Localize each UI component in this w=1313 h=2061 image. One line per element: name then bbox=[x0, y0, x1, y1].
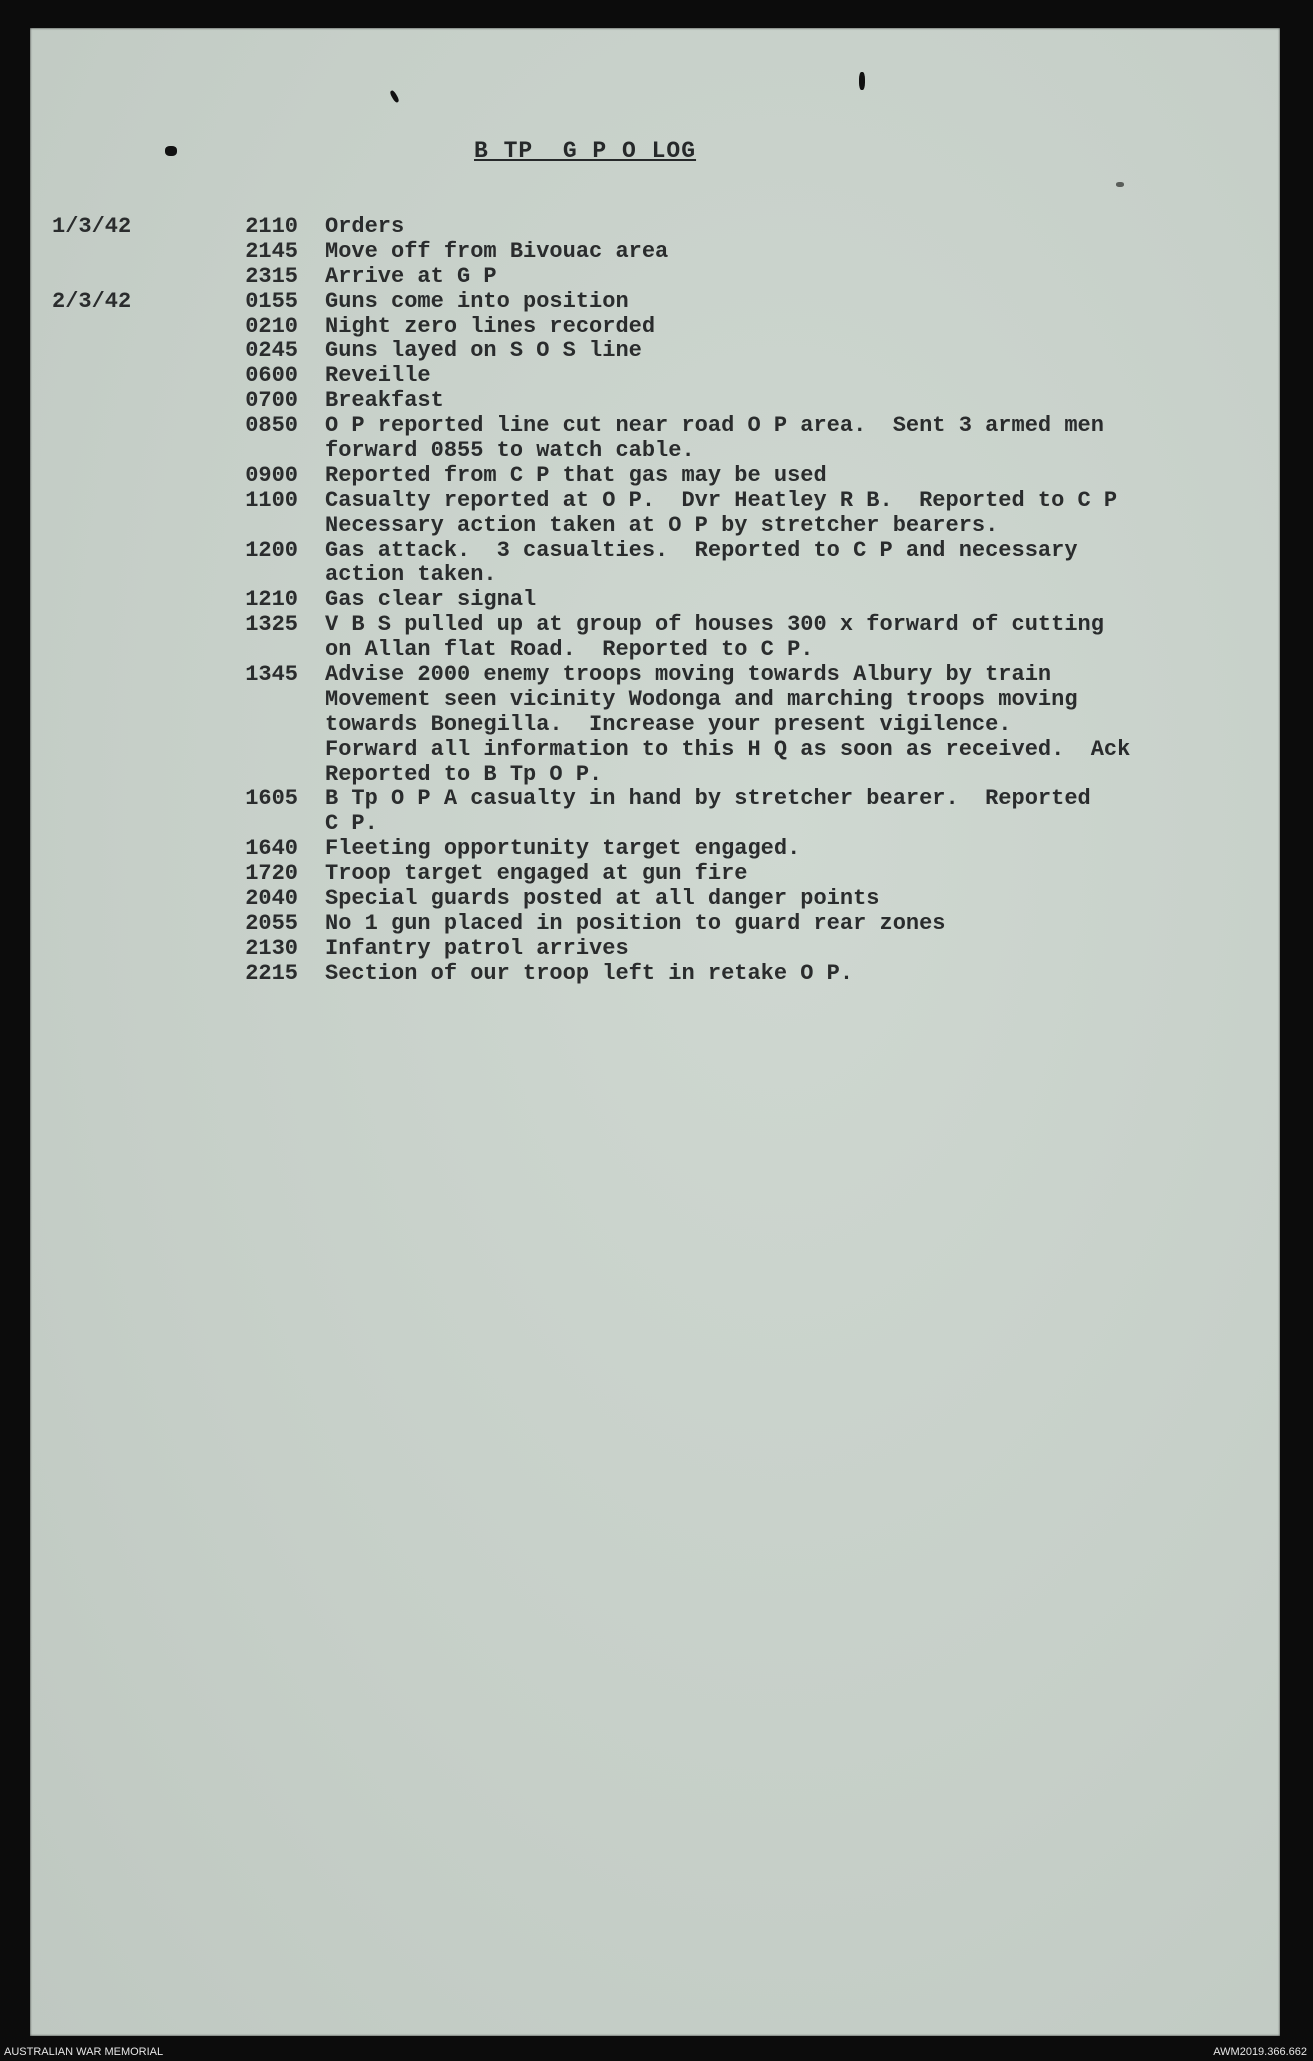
log-text: Reveille bbox=[325, 363, 431, 389]
log-time: 0900 bbox=[245, 462, 298, 488]
log-entry-line bbox=[0, 811, 1313, 836]
log-text: Arrive at G P bbox=[325, 263, 497, 289]
log-entry-line bbox=[0, 961, 1313, 986]
log-entry-line bbox=[0, 513, 1313, 538]
log-entry-line bbox=[0, 314, 1313, 339]
log-entry-line bbox=[0, 936, 1313, 961]
log-entry-line bbox=[0, 836, 1313, 861]
log-time: 1640 bbox=[245, 836, 298, 862]
log-entry-line bbox=[0, 911, 1313, 936]
log-time: 1325 bbox=[245, 612, 298, 638]
log-text: No 1 gun placed in position to guard rear zones bbox=[325, 910, 946, 936]
log-date: 1/3/42 bbox=[52, 214, 132, 239]
log-text: Movement seen vicinity Wodonga and marching troops moving bbox=[325, 686, 1078, 712]
log-text: C P. bbox=[325, 811, 378, 837]
log-text: on Allan flat Road. Reported to C P. bbox=[325, 637, 814, 663]
log-text: Infantry patrol arrives bbox=[325, 935, 629, 961]
log-entry-line bbox=[0, 239, 1313, 264]
log-entry-line bbox=[0, 662, 1313, 687]
log-text: Gas attack. 3 casualties. Reported to C P and necessary bbox=[325, 537, 1078, 563]
log-entry-line bbox=[0, 737, 1313, 762]
log-text: towards Bonegilla. Increase your present vigilence. bbox=[325, 711, 1012, 737]
log-text: Guns layed on S O S line bbox=[325, 338, 642, 364]
log-time: 2215 bbox=[245, 960, 298, 986]
punch-mark bbox=[389, 90, 400, 104]
log-entry-line bbox=[0, 338, 1313, 363]
log-text: Gas clear signal bbox=[325, 587, 537, 613]
log-text: Fleeting opportunity target engaged. bbox=[325, 836, 801, 862]
log-time: 0700 bbox=[245, 388, 298, 414]
log-time: 0600 bbox=[245, 363, 298, 389]
log-time: 0850 bbox=[245, 413, 298, 439]
log-entry-line bbox=[0, 363, 1313, 388]
log-title: B TP G P O LOG bbox=[474, 138, 697, 164]
log-entry-line bbox=[0, 413, 1313, 438]
footer-credit: AUSTRALIAN WAR MEMORIAL bbox=[4, 2046, 164, 2058]
log-text: Night zero lines recorded bbox=[325, 313, 656, 339]
punch-mark bbox=[1116, 182, 1124, 187]
log-time: 2055 bbox=[245, 910, 298, 936]
log-entries bbox=[0, 214, 1313, 986]
log-text: Section of our troop left in retake O P. bbox=[325, 960, 854, 986]
log-text: V B S pulled up at group of houses 300 x forward of cutting bbox=[325, 612, 1104, 638]
log-entry-line bbox=[0, 289, 1313, 314]
log-time: 0210 bbox=[245, 313, 298, 339]
log-entry-line bbox=[0, 762, 1313, 787]
log-text: action taken. bbox=[325, 562, 497, 588]
log-text: Special guards posted at all danger points bbox=[325, 886, 880, 912]
log-entry-line bbox=[0, 488, 1313, 513]
log-time: 1210 bbox=[245, 587, 298, 613]
log-time: 2040 bbox=[245, 886, 298, 912]
log-time: 2145 bbox=[245, 238, 298, 264]
log-entry-line bbox=[0, 587, 1313, 612]
log-text: B Tp O P A casualty in hand by stretcher bearer. Reported bbox=[325, 786, 1091, 812]
footer-reference: AWM2019.366.662 bbox=[1213, 2046, 1307, 2058]
log-text: Casualty reported at O P. Dvr Heatley R B. Reported to C P bbox=[325, 487, 1118, 513]
log-entry-line bbox=[0, 214, 1313, 239]
log-time: 0245 bbox=[245, 338, 298, 364]
log-entry-line bbox=[0, 438, 1313, 463]
log-entry-line bbox=[0, 637, 1313, 662]
log-time: 1100 bbox=[245, 487, 298, 513]
punch-mark bbox=[165, 146, 177, 156]
punch-mark bbox=[859, 72, 865, 90]
log-entry-line bbox=[0, 886, 1313, 911]
log-entry-line bbox=[0, 712, 1313, 737]
log-text: Breakfast bbox=[325, 388, 444, 414]
log-text: Necessary action taken at O P by stretcher bearers. bbox=[325, 512, 999, 538]
log-text: Guns come into position bbox=[325, 288, 629, 314]
log-text: Advise 2000 enemy troops moving towards Albury by train bbox=[325, 662, 1052, 688]
log-time: 1345 bbox=[245, 662, 298, 688]
log-time: 2130 bbox=[245, 935, 298, 961]
log-entry-line bbox=[0, 562, 1313, 587]
log-entry-line bbox=[0, 861, 1313, 886]
log-text: Move off from Bivouac area bbox=[325, 238, 669, 264]
log-entry-line bbox=[0, 612, 1313, 637]
log-date: 2/3/42 bbox=[52, 288, 132, 314]
log-text: forward 0855 to watch cable. bbox=[325, 438, 695, 464]
log-entry-line bbox=[0, 463, 1313, 488]
log-time: 2315 bbox=[245, 263, 298, 289]
log-text: Forward all information to this H Q as soon as received. Ack bbox=[325, 736, 1131, 762]
log-time: 1720 bbox=[245, 861, 298, 887]
log-text: Reported to B Tp O P. bbox=[325, 761, 603, 787]
log-text: Troop target engaged at gun fire bbox=[325, 861, 748, 887]
log-entry-line bbox=[0, 687, 1313, 712]
log-text: Reported from C P that gas may be used bbox=[325, 462, 827, 488]
log-text: O P reported line cut near road O P area. Sent 3 armed men bbox=[325, 413, 1104, 439]
log-text: Orders bbox=[325, 214, 405, 239]
log-entry-line bbox=[0, 264, 1313, 289]
log-entry-line bbox=[0, 786, 1313, 811]
log-entry-line bbox=[0, 388, 1313, 413]
log-entry-line bbox=[0, 538, 1313, 563]
log-time: 1200 bbox=[245, 537, 298, 563]
log-time: 1605 bbox=[245, 786, 298, 812]
log-time: 2110 bbox=[245, 214, 298, 239]
log-time: 0155 bbox=[245, 288, 298, 314]
